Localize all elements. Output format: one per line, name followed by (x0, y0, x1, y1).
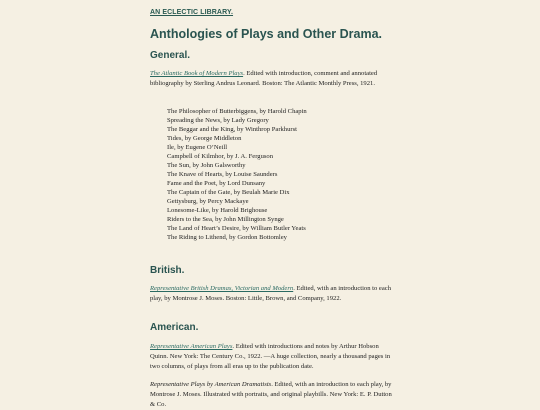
entry-american-dramatists (150, 380, 395, 410)
entry-atlantic-book (150, 69, 395, 89)
entry-american-dramatists-text: . Edited, with an introduction to each play, by Montrose J. Moses. Illustrated with portraits, and original playbills. New York: E. P. Dutton & Co. (150, 381, 392, 408)
list-item: Ile, by Eugene O’Neill (167, 144, 228, 151)
site-home-link-suffix: . (230, 9, 234, 16)
list-item: Spreading the News, by Lady Gregory (167, 117, 269, 124)
page-title: Anthologies of Plays and Other Drama. (150, 27, 382, 41)
site-home-link-text[interactable]: AN ECLECTIC LIBRARY (150, 9, 231, 16)
list-item: The Riding to Lithend, by Gordon Bottomley (167, 234, 287, 241)
section-heading-british: British. (150, 265, 185, 276)
list-item: Riders to the Sea, by John Millington Synge (167, 216, 284, 223)
entry-atlantic-book-text: . Edited with introduction, comment and annotated bibliography by Sterling Andrus Leonard. Boston: The Atlantic Monthly Press, 1921. (150, 70, 378, 87)
list-item: The Captain of the Gate, by Beulah Marie Dix (167, 189, 290, 196)
entry-british-dramas-link[interactable]: Representative British Dramas, Victorian and Modern (150, 285, 294, 292)
entry-american-plays (150, 342, 395, 372)
entry-atlantic-book-link[interactable]: The Atlantic Book of Modern Plays (150, 70, 244, 77)
list-item: Fame and the Poet, by Lord Dunsany (167, 180, 266, 187)
list-item: Tides, by George Middleton (167, 135, 242, 142)
list-item: The Philosopher of Butterbiggens, by Harold Chapin (167, 108, 307, 115)
entry-american-dramatists-title: Representative Plays by American Dramatists (150, 381, 272, 388)
list-item: The Sun, by John Galsworthy (167, 162, 246, 169)
section-heading-general: General. (150, 50, 191, 61)
entry-british-dramas (150, 284, 395, 304)
play-list (167, 107, 307, 242)
list-item: Lonesome-Like, by Harold Brighouse (167, 207, 268, 214)
entry-american-plays-link[interactable]: Representative American Plays (150, 343, 233, 350)
list-item: The Knave of Hearts, by Louise Saunders (167, 171, 278, 178)
list-item: Campbell of Kilmhor, by J. A. Ferguson (167, 153, 274, 160)
list-item: The Beggar and the King, by Winthrop Parkhurst (167, 126, 297, 133)
entry-british-dramas-text: . Edited, with an introduction to each play, by Montrose J. Moses. Boston: Little, Brown, and Company, 1922. (150, 285, 392, 302)
site-home-link[interactable] (150, 9, 233, 16)
entry-american-plays-text: . Edited with introductions and notes by Arthur Hobson Quinn. New York: The Century Co., 1922. —A huge collection, nearly a thousand pages in two columns, of plays from all eras up to the publication date. (150, 343, 391, 370)
list-item: Gettysburg, by Percy Mackaye (167, 198, 249, 205)
list-item: The Land of Heart’s Desire, by William Butler Yeats (167, 225, 306, 232)
section-heading-american: American. (150, 322, 199, 333)
